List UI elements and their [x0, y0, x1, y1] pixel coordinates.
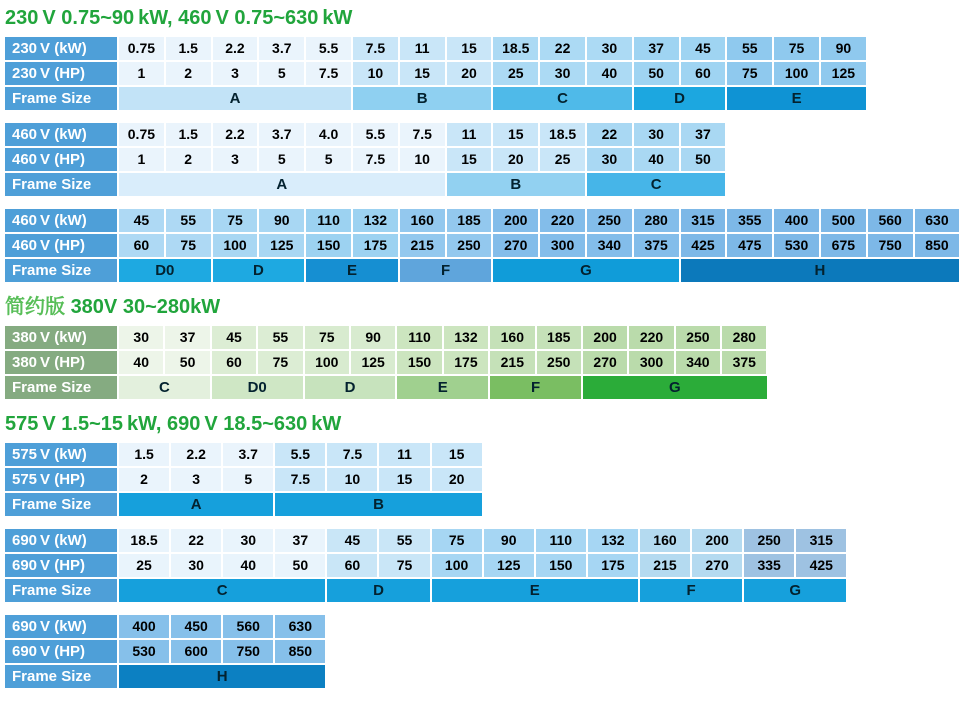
rating-cell: 15 — [432, 443, 482, 466]
rating-cell: 300 — [629, 351, 673, 374]
rating-cell: 40 — [634, 148, 679, 171]
rating-cell: 100 — [432, 554, 482, 577]
rating-cell: 30 — [223, 529, 273, 552]
rating-cell: 750 — [223, 640, 273, 663]
rating-cell: 1 — [119, 62, 164, 85]
rating-cell: 630 — [275, 615, 325, 638]
table-380v-row-kw — [5, 326, 962, 349]
rating-cell: 18.5 — [119, 529, 169, 552]
rating-cell: 0.75 — [119, 123, 164, 146]
rating-cell: 200 — [692, 529, 742, 552]
rating-cell: 10 — [327, 468, 377, 491]
rating-cell: 125 — [821, 62, 866, 85]
table-460v-high-row-frame — [5, 259, 962, 282]
rating-cell: 5.5 — [275, 443, 325, 466]
rating-cell: 400 — [774, 209, 819, 232]
row-label: Frame Size — [5, 173, 117, 196]
table-230v-row-hp — [5, 62, 962, 85]
rating-cell: 215 — [490, 351, 534, 374]
rating-cell: 75 — [213, 209, 258, 232]
row-label: 460 V (HP) — [5, 234, 117, 257]
table-380v-row-frame — [5, 376, 962, 399]
rating-cell: 7.5 — [306, 62, 351, 85]
rating-cell: 3 — [171, 468, 221, 491]
rating-cell: 150 — [397, 351, 441, 374]
row-label: Frame Size — [5, 259, 117, 282]
rating-cell: 20 — [493, 148, 538, 171]
rating-cell: 37 — [275, 529, 325, 552]
rating-cell: 3 — [213, 62, 258, 85]
rating-cell: 55 — [166, 209, 211, 232]
rating-cell: 11 — [400, 37, 445, 60]
rating-cell: 250 — [447, 234, 492, 257]
rating-cell: 630 — [915, 209, 960, 232]
rating-cell: 22 — [171, 529, 221, 552]
rating-cell: 315 — [681, 209, 726, 232]
table-380v — [5, 326, 962, 399]
rating-cell: 4.0 — [306, 123, 351, 146]
row-label: 690 V (kW) — [5, 615, 117, 638]
table-460v-high-row-kw — [5, 209, 962, 232]
rating-cell: 11 — [447, 123, 492, 146]
rating-cell: 200 — [493, 209, 538, 232]
row-label: 380 V (HP) — [5, 351, 117, 374]
rating-cell: 675 — [821, 234, 866, 257]
rating-cell: 15 — [447, 148, 492, 171]
ratings-section — [5, 295, 962, 399]
rating-cell: 450 — [171, 615, 221, 638]
rating-cell: 110 — [306, 209, 351, 232]
rating-cell: 355 — [727, 209, 772, 232]
rating-cell: 160 — [640, 529, 690, 552]
rating-cell: 3.7 — [259, 123, 304, 146]
rating-cell: 18.5 — [493, 37, 538, 60]
frame-band-d: D — [634, 87, 726, 110]
rating-cell: 55 — [379, 529, 429, 552]
frame-band-h: H — [119, 665, 325, 688]
frame-band-e: E — [397, 376, 488, 399]
rating-cell: 250 — [537, 351, 581, 374]
rating-cell: 530 — [119, 640, 169, 663]
rating-cell: 5 — [259, 148, 304, 171]
rating-cell: 475 — [727, 234, 772, 257]
section-heading-text: 简约版 — [5, 296, 71, 318]
rating-cell: 160 — [490, 326, 534, 349]
table-575v — [5, 443, 962, 516]
rating-cell: 530 — [774, 234, 819, 257]
row-label: Frame Size — [5, 87, 117, 110]
rating-cell: 220 — [540, 209, 585, 232]
rating-cell: 37 — [634, 37, 679, 60]
rating-cell: 150 — [306, 234, 351, 257]
rating-cell: 1 — [119, 148, 164, 171]
table-460v-low-row-frame — [5, 173, 962, 196]
rating-cell: 175 — [588, 554, 638, 577]
rating-cell: 40 — [587, 62, 632, 85]
rating-cell: 160 — [400, 209, 445, 232]
table-575v-row-hp — [5, 468, 962, 491]
rating-cell: 60 — [212, 351, 256, 374]
rating-cell: 125 — [259, 234, 304, 257]
frame-band-f: F — [400, 259, 492, 282]
rating-cell: 7.5 — [353, 37, 398, 60]
rating-cell: 40 — [223, 554, 273, 577]
frame-band-d: D — [213, 259, 305, 282]
rating-cell: 750 — [868, 234, 913, 257]
frame-band-d0: D0 — [212, 376, 303, 399]
rating-cell: 11 — [379, 443, 429, 466]
row-label: 460 V (kW) — [5, 209, 117, 232]
rating-cell: 270 — [692, 554, 742, 577]
table-690v-high-row-frame — [5, 665, 962, 688]
rating-cell: 10 — [353, 62, 398, 85]
frame-band-g: G — [583, 376, 767, 399]
rating-cell: 15 — [379, 468, 429, 491]
rating-cell: 22 — [587, 123, 632, 146]
frame-band-e: E — [432, 579, 638, 602]
table-460v-low-row-hp — [5, 148, 962, 171]
rating-cell: 90 — [259, 209, 304, 232]
rating-cell: 3.7 — [259, 37, 304, 60]
table-460v-low-row-kw — [5, 123, 962, 146]
rating-cell: 75 — [305, 326, 349, 349]
rating-cell: 20 — [447, 62, 492, 85]
table-460v-high-row-hp — [5, 234, 962, 257]
rating-cell: 185 — [537, 326, 581, 349]
rating-cell: 270 — [583, 351, 627, 374]
row-label: 690 V (HP) — [5, 640, 117, 663]
ratings-section — [5, 412, 962, 688]
rating-cell: 2 — [119, 468, 169, 491]
table-575v-row-frame — [5, 493, 962, 516]
rating-cell: 30 — [634, 123, 679, 146]
rating-cell: 0.75 — [119, 37, 164, 60]
rating-cell: 30 — [119, 326, 163, 349]
frame-band-d: D — [305, 376, 396, 399]
frame-band-c: C — [587, 173, 725, 196]
rating-cell: 75 — [379, 554, 429, 577]
rating-cell: 132 — [353, 209, 398, 232]
rating-cell: 560 — [868, 209, 913, 232]
rating-cell: 315 — [796, 529, 846, 552]
section-heading-text: 230 V 0.75~90 kW, 460 V 0.75~630 kW — [5, 7, 353, 29]
rating-cell: 45 — [681, 37, 726, 60]
row-label: Frame Size — [5, 376, 117, 399]
rating-cell: 1.5 — [166, 123, 211, 146]
rating-cell: 125 — [351, 351, 395, 374]
rating-cell: 340 — [587, 234, 632, 257]
rating-cell: 250 — [676, 326, 720, 349]
rating-cell: 20 — [432, 468, 482, 491]
rating-cell: 60 — [119, 234, 164, 257]
rating-cell: 110 — [536, 529, 586, 552]
rating-cell: 5.5 — [306, 37, 351, 60]
rating-cell: 37 — [681, 123, 726, 146]
row-label: 230 V (HP) — [5, 62, 117, 85]
rating-cell: 600 — [171, 640, 221, 663]
table-690v-high-row-kw — [5, 615, 962, 638]
rating-cell: 5 — [306, 148, 351, 171]
rating-cell: 55 — [258, 326, 302, 349]
rating-cell: 375 — [722, 351, 766, 374]
rating-cell: 2 — [166, 62, 211, 85]
rating-cell: 75 — [166, 234, 211, 257]
rating-cell: 100 — [213, 234, 258, 257]
frame-band-c: C — [119, 579, 325, 602]
rating-cell: 5 — [259, 62, 304, 85]
rating-cell: 560 — [223, 615, 273, 638]
frame-band-c: C — [493, 87, 631, 110]
frame-band-a: A — [119, 173, 445, 196]
rating-cell: 37 — [165, 326, 209, 349]
rating-cell: 150 — [536, 554, 586, 577]
table-230v-row-frame — [5, 87, 962, 110]
ratings-section — [5, 6, 962, 282]
rating-cell: 45 — [212, 326, 256, 349]
rating-cell: 220 — [629, 326, 673, 349]
frame-band-e: E — [306, 259, 398, 282]
frame-band-a: A — [119, 493, 273, 516]
rating-cell: 185 — [447, 209, 492, 232]
frame-band-e: E — [727, 87, 865, 110]
table-690v-low — [5, 529, 962, 602]
rating-cell: 30 — [171, 554, 221, 577]
rating-cell: 280 — [722, 326, 766, 349]
rating-cell: 7.5 — [275, 468, 325, 491]
row-label: 460 V (kW) — [5, 123, 117, 146]
rating-cell: 25 — [119, 554, 169, 577]
rating-cell: 90 — [351, 326, 395, 349]
rating-cell: 300 — [540, 234, 585, 257]
rating-cell: 100 — [774, 62, 819, 85]
table-230v — [5, 37, 962, 110]
rating-cell: 2.2 — [171, 443, 221, 466]
rating-cell: 215 — [400, 234, 445, 257]
row-label: 690 V (kW) — [5, 529, 117, 552]
frame-band-a: A — [119, 87, 351, 110]
frame-band-f: F — [640, 579, 742, 602]
rating-cell: 270 — [493, 234, 538, 257]
rating-cell: 75 — [774, 37, 819, 60]
rating-cell: 50 — [165, 351, 209, 374]
table-460v-low — [5, 123, 962, 196]
rating-cell: 15 — [447, 37, 492, 60]
rating-cell: 75 — [727, 62, 772, 85]
rating-cell: 50 — [681, 148, 726, 171]
rating-cell: 425 — [681, 234, 726, 257]
frame-band-b: B — [275, 493, 481, 516]
rating-cell: 18.5 — [540, 123, 585, 146]
table-690v-low-row-kw — [5, 529, 962, 552]
section-heading-text: 380V 30~280kW — [70, 296, 221, 318]
rating-cell: 110 — [397, 326, 441, 349]
rating-cell: 100 — [305, 351, 349, 374]
rating-cell: 200 — [583, 326, 627, 349]
frame-band-d0: D0 — [119, 259, 211, 282]
section-heading — [5, 295, 962, 319]
frame-band-g: G — [744, 579, 846, 602]
rating-cell: 55 — [727, 37, 772, 60]
row-label: 230 V (kW) — [5, 37, 117, 60]
row-label: Frame Size — [5, 665, 117, 688]
rating-cell: 425 — [796, 554, 846, 577]
rating-cell: 75 — [432, 529, 482, 552]
frame-band-h: H — [681, 259, 960, 282]
frame-band-b: B — [353, 87, 491, 110]
rating-cell: 90 — [821, 37, 866, 60]
rating-cell: 250 — [587, 209, 632, 232]
rating-cell: 50 — [275, 554, 325, 577]
row-label: 575 V (kW) — [5, 443, 117, 466]
row-label: Frame Size — [5, 493, 117, 516]
row-label: 690 V (HP) — [5, 554, 117, 577]
rating-cell: 7.5 — [353, 148, 398, 171]
rating-cell: 90 — [484, 529, 534, 552]
rating-cell: 30 — [540, 62, 585, 85]
rating-cell: 40 — [119, 351, 163, 374]
rating-cell: 30 — [587, 37, 632, 60]
rating-cell: 10 — [400, 148, 445, 171]
rating-cell: 2 — [166, 148, 211, 171]
rating-cell: 7.5 — [327, 443, 377, 466]
rating-cell: 335 — [744, 554, 794, 577]
section-heading — [5, 412, 962, 436]
table-460v-high — [5, 209, 962, 282]
frame-band-d: D — [327, 579, 429, 602]
rating-cell: 175 — [444, 351, 488, 374]
rating-cell: 2.2 — [213, 123, 258, 146]
rating-cell: 15 — [400, 62, 445, 85]
rating-cell: 60 — [327, 554, 377, 577]
rating-cell: 25 — [540, 148, 585, 171]
rating-cell: 5.5 — [353, 123, 398, 146]
table-230v-row-kw — [5, 37, 962, 60]
rating-cell: 1.5 — [166, 37, 211, 60]
rating-cell: 75 — [258, 351, 302, 374]
table-690v-high — [5, 615, 962, 688]
rating-cell: 5 — [223, 468, 273, 491]
rating-cell: 215 — [640, 554, 690, 577]
rating-cell: 60 — [681, 62, 726, 85]
rating-cell: 340 — [676, 351, 720, 374]
rating-cell: 7.5 — [400, 123, 445, 146]
rating-cell: 175 — [353, 234, 398, 257]
rating-cell: 125 — [484, 554, 534, 577]
rating-cell: 45 — [119, 209, 164, 232]
rating-cell: 250 — [744, 529, 794, 552]
table-690v-high-row-hp — [5, 640, 962, 663]
row-label: Frame Size — [5, 579, 117, 602]
rating-cell: 132 — [588, 529, 638, 552]
rating-cell: 30 — [587, 148, 632, 171]
frame-band-f: F — [490, 376, 581, 399]
rating-cell: 2.2 — [213, 37, 258, 60]
rating-cell: 500 — [821, 209, 866, 232]
rating-cell: 45 — [327, 529, 377, 552]
rating-cell: 400 — [119, 615, 169, 638]
rating-cell: 25 — [493, 62, 538, 85]
rating-cell: 375 — [634, 234, 679, 257]
rating-cell: 850 — [915, 234, 960, 257]
table-690v-low-row-frame — [5, 579, 962, 602]
rating-cell: 3.7 — [223, 443, 273, 466]
table-380v-row-hp — [5, 351, 962, 374]
table-575v-row-kw — [5, 443, 962, 466]
frame-band-b: B — [447, 173, 585, 196]
row-label: 460 V (HP) — [5, 148, 117, 171]
row-label: 575 V (HP) — [5, 468, 117, 491]
rating-cell: 132 — [444, 326, 488, 349]
frame-band-g: G — [493, 259, 678, 282]
table-690v-low-row-hp — [5, 554, 962, 577]
rating-cell: 850 — [275, 640, 325, 663]
rating-cell: 22 — [540, 37, 585, 60]
rating-cell: 50 — [634, 62, 679, 85]
section-heading — [5, 6, 962, 30]
rating-cell: 15 — [493, 123, 538, 146]
rating-cell: 1.5 — [119, 443, 169, 466]
frame-band-c: C — [119, 376, 210, 399]
section-heading-text: 575 V 1.5~15 kW, 690 V 18.5~630 kW — [5, 413, 342, 435]
row-label: 380 V (kW) — [5, 326, 117, 349]
rating-cell: 3 — [213, 148, 258, 171]
rating-cell: 280 — [634, 209, 679, 232]
